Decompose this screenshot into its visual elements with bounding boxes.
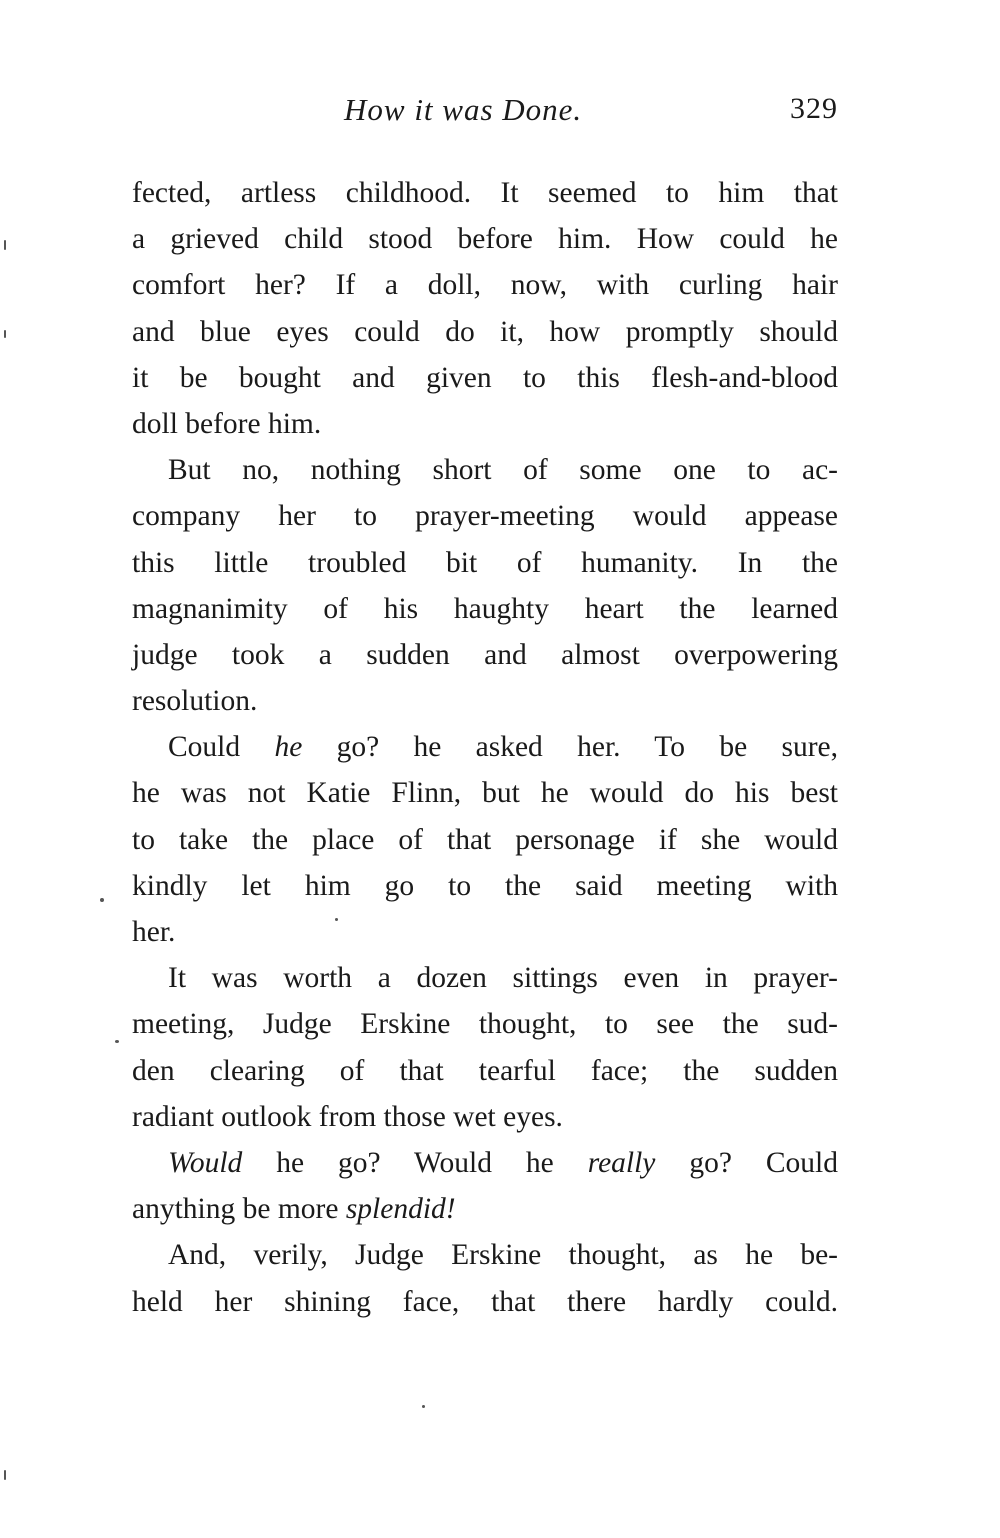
scan-speck [4, 330, 6, 338]
text-line: resolution. [132, 685, 258, 718]
text-line: comfort her? If a doll, now, with curling hair [132, 269, 838, 302]
body-text [132, 170, 838, 1325]
text-line: company her to prayer-meeting would appease [132, 500, 838, 533]
scan-speck [422, 1405, 425, 1408]
paragraph-start-line: But no, nothing short of some one to ac- [168, 454, 838, 487]
text-line: it be bought and given to this flesh-and-blood [132, 361, 838, 394]
scan-speck [115, 1040, 119, 1043]
text-line: kindly let him go to the said meeting with [132, 869, 838, 902]
scan-speck [4, 240, 6, 250]
text-line: this little troubled bit of humanity. In the [132, 546, 838, 579]
text-line: magnanimity of his haughty heart the learned [132, 592, 838, 625]
text-line: to take the place of that personage if she would [132, 823, 838, 856]
text-line: radiant outlook from those wet eyes. [132, 1100, 563, 1133]
paragraph-start-line: It was worth a dozen sittings even in prayer- [168, 962, 838, 995]
paragraph-start-line: Could he go? he asked her. To be sure, [168, 731, 839, 764]
text-line: meeting, Judge Erskine thought, to see the sud- [132, 1008, 838, 1041]
page-number: 329 [790, 92, 838, 125]
scan-speck [100, 898, 104, 902]
text-line: he was not Katie Flinn, but he would do his best [132, 777, 838, 810]
text-line: doll before him. [132, 407, 322, 440]
text-line: fected, artless childhood. It seemed to him that [132, 177, 838, 209]
paragraph-start-line: Would he go? Would he really go? Could [168, 1146, 838, 1179]
text-line: judge took a sudden and almost overpowering [132, 638, 838, 671]
scan-speck [4, 1470, 6, 1480]
text-line: and blue eyes could do it, how promptly should [132, 315, 838, 348]
text-line: her. [132, 916, 176, 948]
running-title: How it was Done. [344, 92, 583, 127]
scan-speck [335, 918, 338, 921]
running-head [132, 92, 838, 136]
text-line: den clearing of that tearful face; the sudden [132, 1054, 838, 1087]
text-line: anything be more splendid! [132, 1193, 456, 1226]
text-line: held her shining face, that there hardly could. [132, 1285, 838, 1318]
text-line: a grieved child stood before him. How could he [132, 223, 838, 256]
paragraph-start-line: And, verily, Judge Erskine thought, as he be- [168, 1239, 838, 1272]
